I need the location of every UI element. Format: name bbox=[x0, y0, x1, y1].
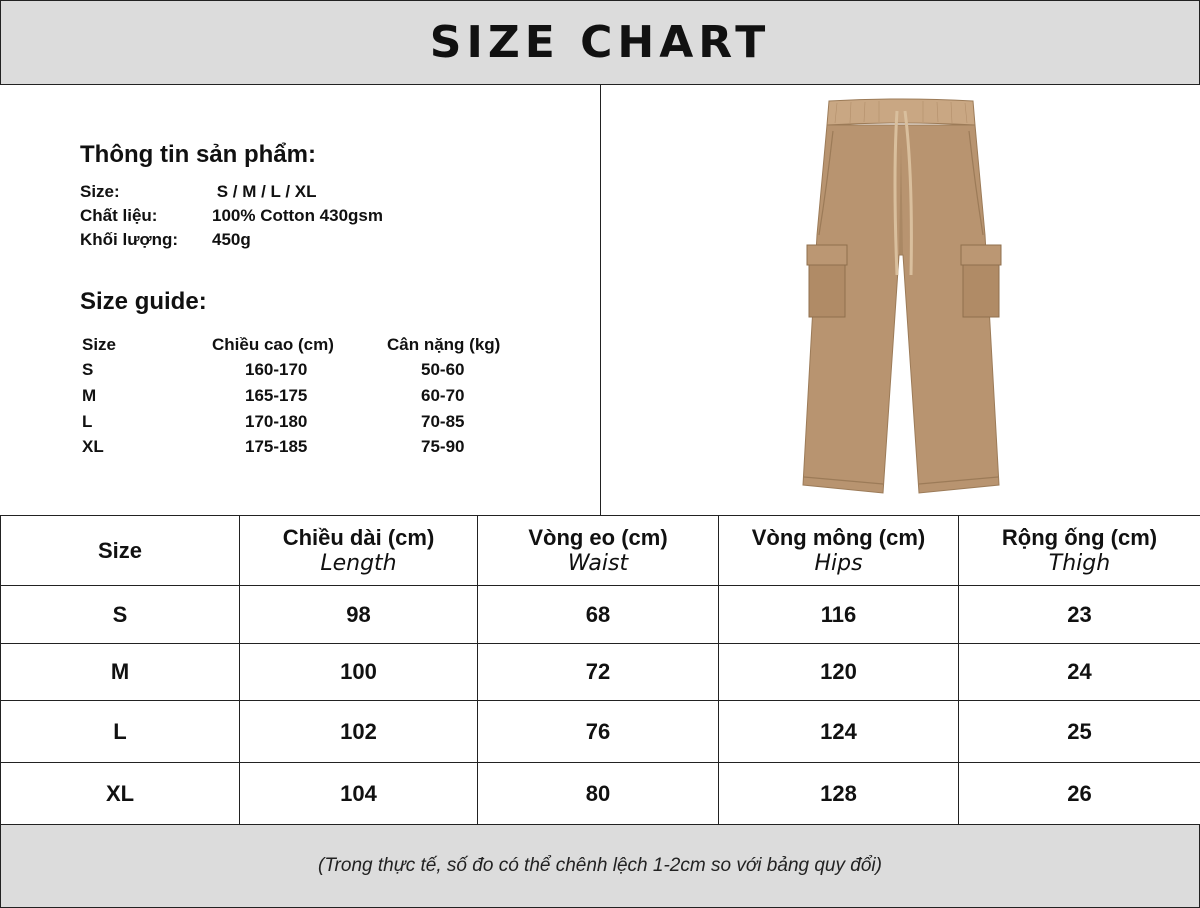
guide-cell-weight: 70-85 bbox=[421, 412, 465, 431]
cell-thigh: 24 bbox=[959, 644, 1200, 701]
guide-cell-height: 165-175 bbox=[245, 386, 308, 405]
cell-waist: 68 bbox=[478, 586, 719, 644]
cell-length: 102 bbox=[240, 701, 478, 763]
size-table bbox=[0, 515, 1200, 825]
footer-note: (Trong thực tế, số đo có thể chênh lệch 1-2cm so với bảng quy đổi) bbox=[318, 855, 882, 876]
spec-label: Chất liệu: bbox=[80, 206, 158, 225]
spec-value: S / M / L / XL bbox=[212, 182, 317, 201]
spec-row-weight bbox=[80, 230, 251, 250]
header-sub: Hips bbox=[814, 551, 863, 576]
size-guide-row bbox=[82, 412, 542, 434]
size-guide-title: Size guide: bbox=[80, 288, 207, 315]
table-row bbox=[1, 763, 1200, 825]
size-guide-row bbox=[82, 360, 542, 382]
cell-waist: 76 bbox=[478, 701, 719, 763]
header-sub: Waist bbox=[567, 551, 629, 576]
header-main: Size bbox=[97, 537, 143, 563]
cell-size: M bbox=[1, 644, 240, 701]
guide-cell-height: 160-170 bbox=[245, 360, 308, 379]
cargo-pants-image bbox=[601, 85, 1200, 515]
guide-cell-size: M bbox=[82, 386, 97, 405]
cell-hips: 116 bbox=[719, 586, 959, 644]
size-guide-row bbox=[82, 437, 542, 459]
guide-cell-size: S bbox=[82, 360, 94, 379]
cell-hips: 128 bbox=[719, 763, 959, 825]
cell-length: 104 bbox=[240, 763, 478, 825]
header-thigh bbox=[959, 516, 1200, 586]
header-sub: Length bbox=[320, 551, 397, 576]
cell-size: S bbox=[1, 586, 240, 644]
size-guide-row bbox=[82, 386, 542, 408]
guide-header-weight: Cân nặng (kg) bbox=[387, 335, 501, 354]
header-hips bbox=[719, 516, 959, 586]
header-main: Vòng eo (cm) bbox=[528, 525, 668, 550]
table-row bbox=[1, 701, 1200, 763]
guide-cell-size: XL bbox=[82, 437, 104, 456]
cell-thigh: 26 bbox=[959, 763, 1200, 825]
cell-waist: 72 bbox=[478, 644, 719, 701]
guide-header-size: Size bbox=[82, 335, 117, 354]
header-main: Chiều dài (cm) bbox=[282, 525, 435, 550]
cell-size: XL bbox=[1, 763, 240, 825]
guide-cell-height: 170-180 bbox=[245, 412, 308, 431]
table-row bbox=[1, 586, 1200, 644]
product-image-panel bbox=[601, 85, 1200, 515]
spec-row-size bbox=[80, 182, 317, 202]
cell-length: 100 bbox=[240, 644, 478, 701]
cell-thigh: 25 bbox=[959, 701, 1200, 763]
page-title: SIZE CHART bbox=[429, 17, 771, 68]
cell-length: 98 bbox=[240, 586, 478, 644]
header-main: Vòng mông (cm) bbox=[751, 525, 926, 550]
size-guide-header bbox=[82, 335, 542, 357]
header-waist bbox=[478, 516, 719, 586]
product-info-panel bbox=[0, 85, 600, 515]
spec-value: 450g bbox=[212, 230, 251, 249]
spec-label: Size: bbox=[80, 182, 120, 201]
footer-note-banner bbox=[0, 825, 1200, 908]
product-info-title: Thông tin sản phẩm: bbox=[80, 141, 316, 168]
guide-header-height: Chiều cao (cm) bbox=[212, 335, 334, 354]
spec-row-material bbox=[80, 206, 383, 226]
header-sub: Thigh bbox=[1048, 551, 1111, 576]
table-row bbox=[1, 644, 1200, 701]
cell-thigh: 23 bbox=[959, 586, 1200, 644]
header-banner bbox=[0, 0, 1200, 85]
cell-waist: 80 bbox=[478, 763, 719, 825]
cell-hips: 120 bbox=[719, 644, 959, 701]
spec-value: 100% Cotton 430gsm bbox=[212, 206, 383, 225]
guide-cell-weight: 50-60 bbox=[421, 360, 465, 379]
header-size bbox=[1, 516, 240, 586]
guide-cell-weight: 75-90 bbox=[421, 437, 465, 456]
spec-label: Khối lượng: bbox=[80, 230, 179, 249]
guide-cell-height: 175-185 bbox=[245, 437, 308, 456]
header-length bbox=[240, 516, 478, 586]
guide-cell-weight: 60-70 bbox=[421, 386, 465, 405]
cell-size: L bbox=[1, 701, 240, 763]
guide-cell-size: L bbox=[82, 412, 93, 431]
size-table-header bbox=[1, 516, 1200, 586]
cell-hips: 124 bbox=[719, 701, 959, 763]
header-main: Rộng ống (cm) bbox=[1001, 525, 1158, 550]
